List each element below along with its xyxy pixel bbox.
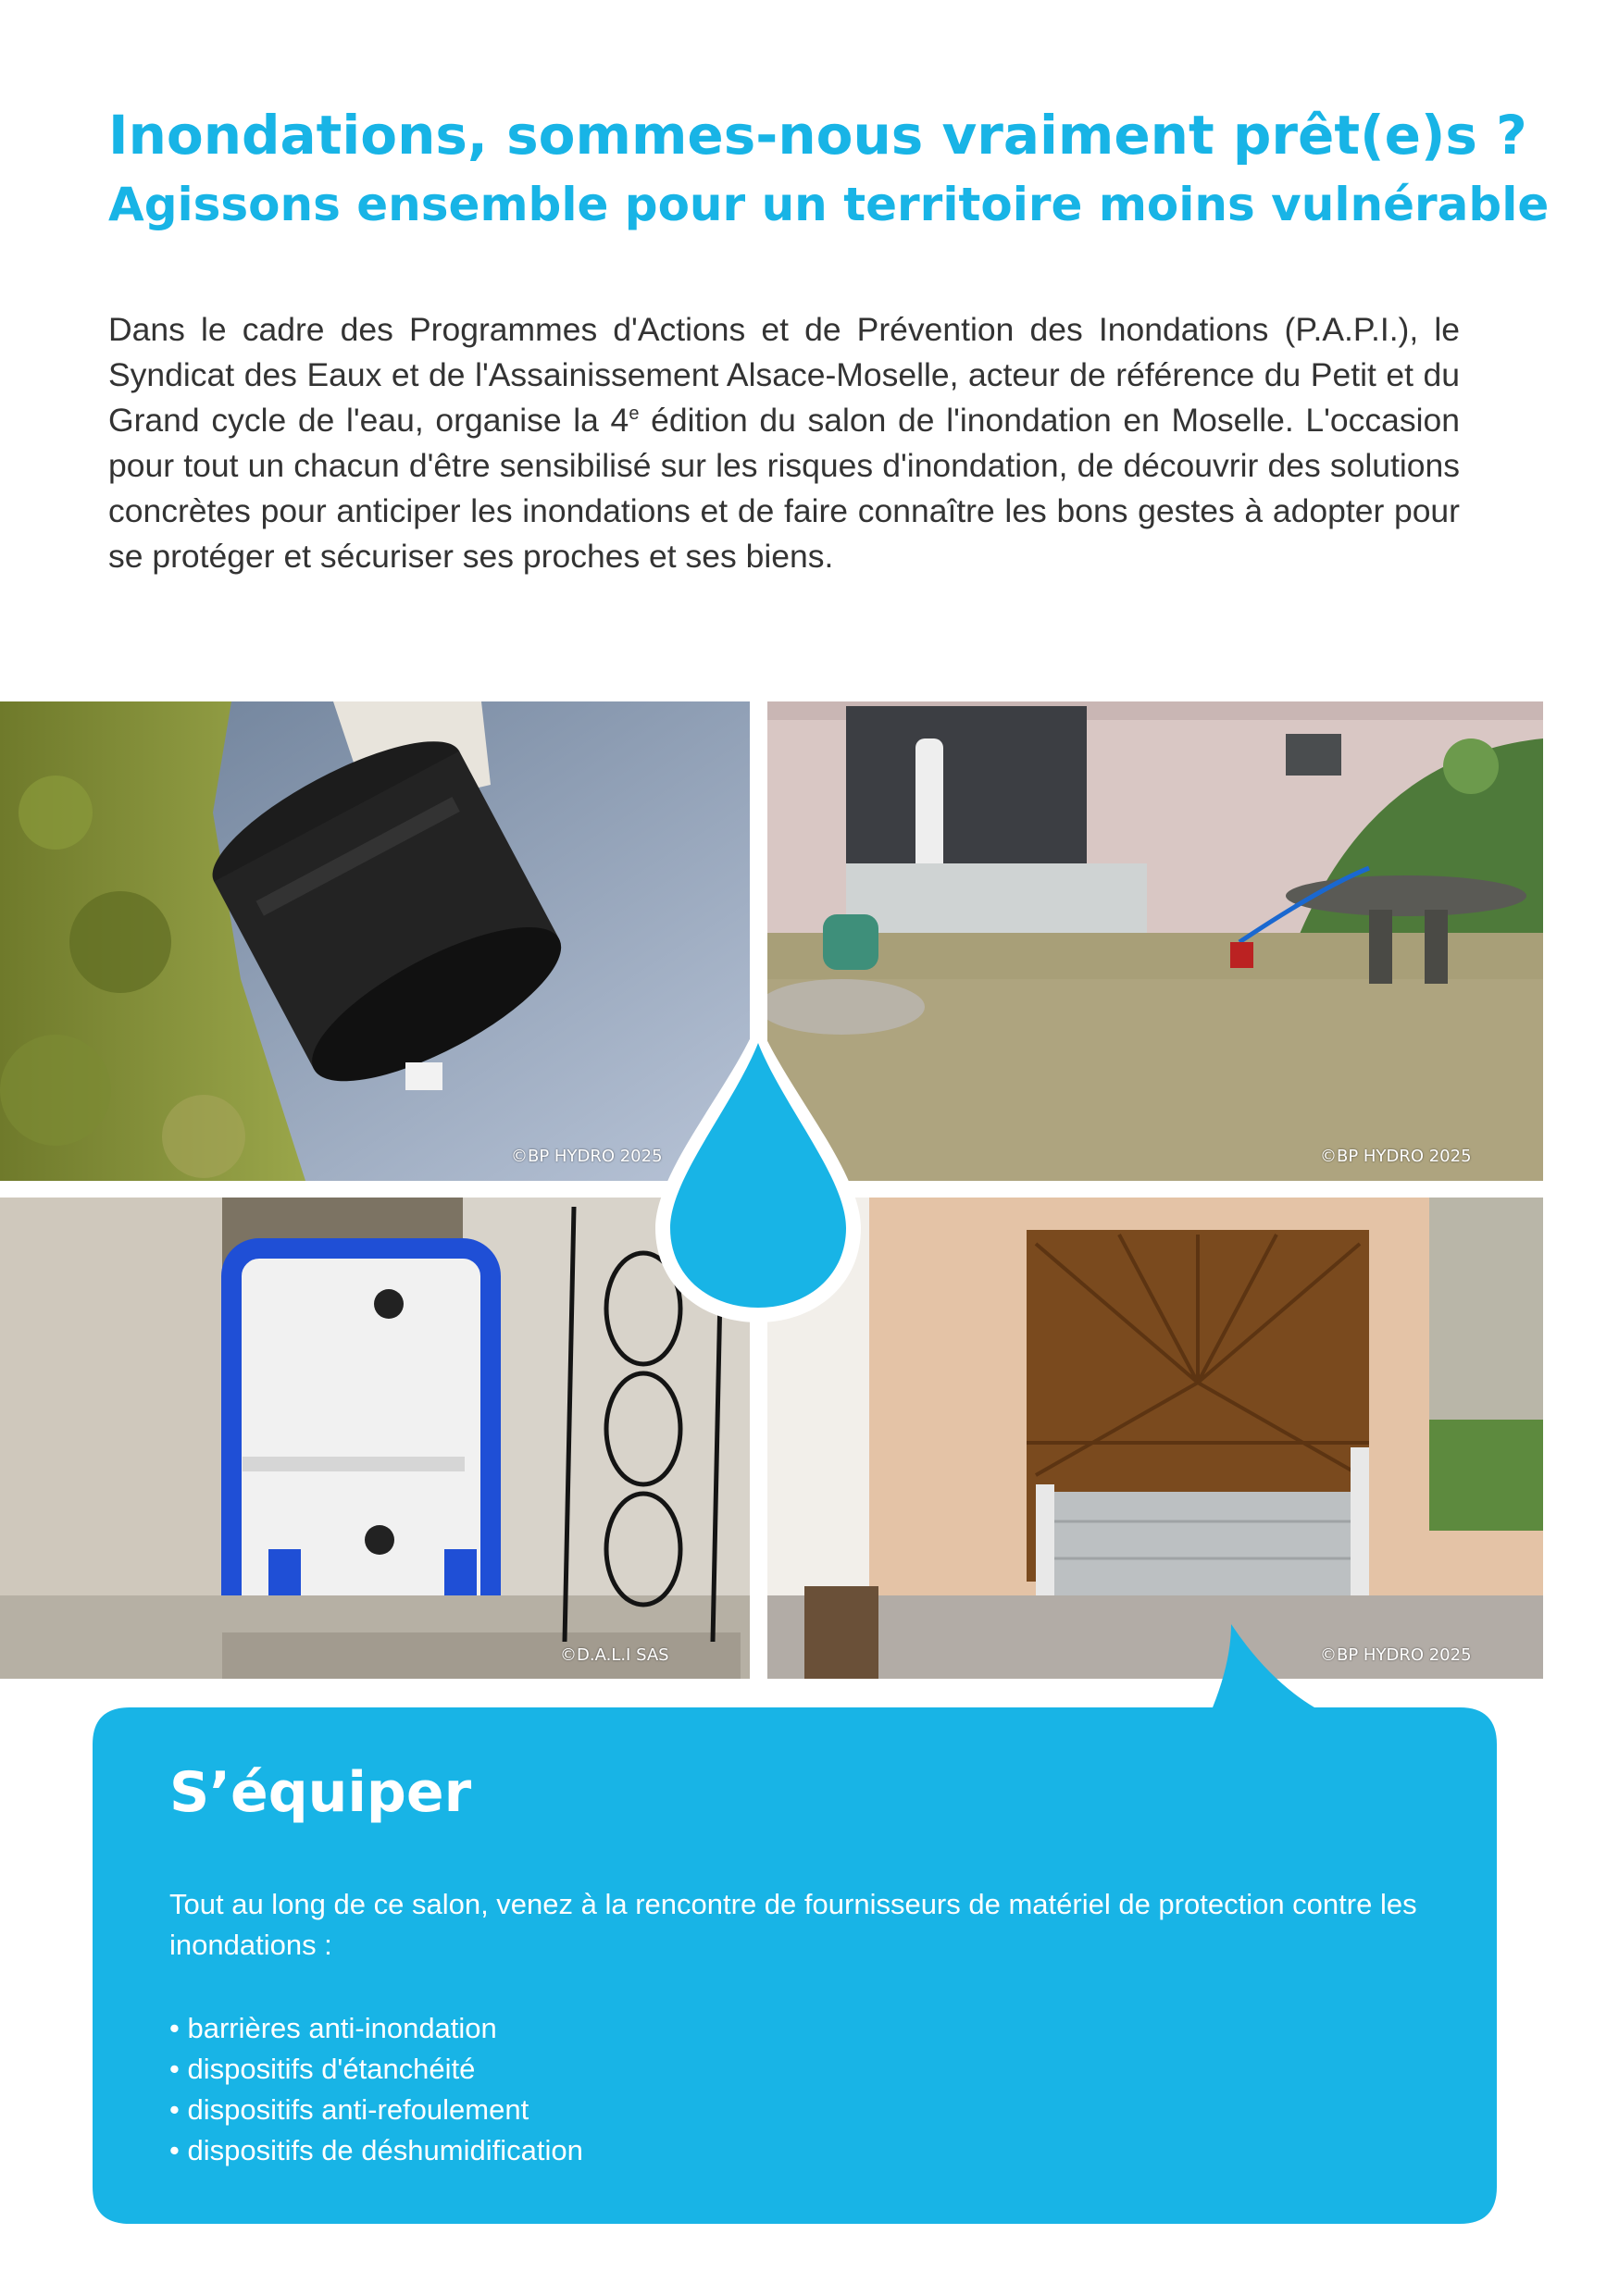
page-subtitle: Agissons ensemble pour un territoire moins vulnérable (108, 178, 1550, 231)
list-item: • barrières anti-inondation (169, 2008, 583, 2049)
photo-pipe-valve (0, 701, 750, 1181)
list-item: • dispositifs de déshumidification (169, 2130, 583, 2171)
photo-credit: ©BP HYDRO 2025 (1320, 1645, 1472, 1665)
photo-door-cushion (0, 1198, 750, 1679)
photo-credit: ©BP HYDRO 2025 (511, 1147, 663, 1166)
photo-credit: ©D.A.L.I SAS (560, 1645, 669, 1665)
intro-text-start: Dans le cadre des Programmes d'Actions et de Prévention des Inondations (P.A.P.I.), le Syndicat des Eaux et de l'Assainissement Alsace-Moselle, acteur de référence du Petit et du Grand cycle de l'eau, organise la 4 (108, 311, 1460, 439)
section-title: S’équiper (169, 1760, 472, 1825)
photo-credit: ©BP HYDRO 2025 (1320, 1147, 1472, 1166)
intro-superscript: e (629, 403, 640, 425)
equipment-list (169, 2008, 583, 2171)
section-text: Tout au long de ce salon, venez à la rencontre de fournisseurs de matériel de protection contre les inondations : (169, 1888, 1417, 1961)
photo-flooded-courtyard (767, 701, 1543, 1181)
water-drop-icon (646, 1013, 870, 1330)
page-title: Inondations, sommes-nous vraiment prêt(e)s ? (108, 104, 1527, 167)
list-item: • dispositifs d'étanchéité (169, 2049, 583, 2090)
list-item: • dispositifs anti-refoulement (169, 2090, 583, 2130)
intro-text-end: édition du salon de l'inondation en Moselle. L'occasion pour tout un chacun d'être sensibilisé sur les risques d'inondation, de découvrir des solutions concrètes pour anticiper les inondations et de faire connaître les bons gestes à adopter pour se protéger et sécuriser ses proches et ses biens. (108, 402, 1460, 575)
intro-paragraph (108, 307, 1460, 579)
photo-garage-barrier (767, 1198, 1543, 1679)
